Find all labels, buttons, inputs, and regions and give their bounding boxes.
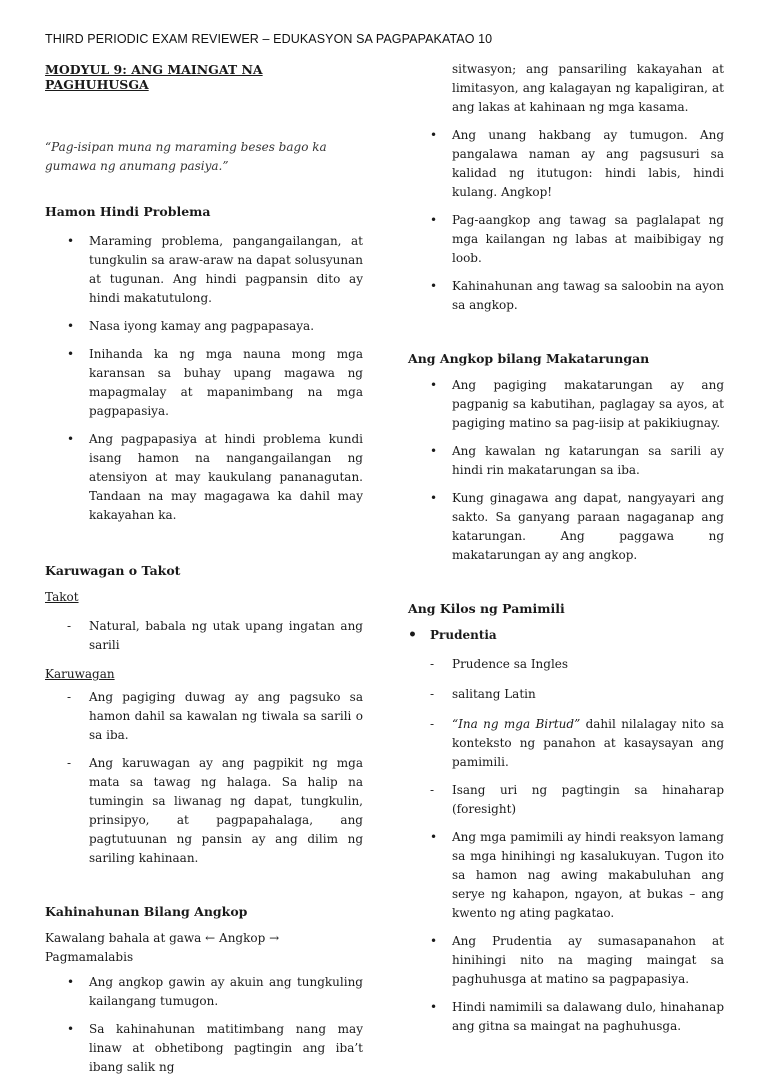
list-item: • Sa kahinahunan matitimbang nang may linaw at obhetibong pagtingin ang iba’t ibang salik ng [67, 1022, 363, 1074]
bullet-icon: • [408, 627, 417, 643]
section-heading-hamon: Hamon Hindi Problema [45, 204, 211, 219]
list-item: - Natural, babala ng utak upang ingatan ang sarili [67, 619, 363, 652]
dash-icon: - [430, 687, 435, 701]
list-item: - Prudence sa Ingles [408, 655, 724, 674]
list-item: - Isang uri ng pagtingin sa hinaharap (foresight) [430, 783, 724, 816]
section-heading-karuwagan: Karuwagan o Takot [45, 563, 181, 578]
right-column [408, 60, 724, 1036]
pamimili-list [408, 828, 724, 1036]
list-item: • Ang mga pamimili ay hindi reaksyon lamang sa mga hinihingi ng kasalukuyan. Tugon ito sa hamon nag awing makabuluhan ang serye ng kahapon, ngayon, at bukas – ang kwento ng ating pagkatao. [430, 830, 724, 920]
kahinahunan-line: Kawalang bahala at gawa ← Angkop → Pagmamalabis [45, 931, 280, 964]
dash-icon: - [67, 756, 72, 770]
list-item: • Ang pagiging makatarungan ay ang pagpanig sa kabutihan, paglagay sa ayos, at pagiging matino sa pag-iisip at pakikiugnay. [430, 378, 724, 430]
hamon-list [45, 232, 363, 525]
bullet-icon: • [430, 378, 438, 392]
takot-list [45, 617, 363, 655]
list-item: • Maraming problema, pangangailangan, at tungkulin sa araw-araw na dapat solusyunan at tugunan. Ang hindi pagpansin dito ay hindi makatutulong. [67, 234, 363, 305]
list-item: - “Ina ng mga Birtud” dahil nilalagay nito sa konteksto ng panahon at kasaysayan ang pamimili. [430, 717, 725, 769]
list-item: • Ang angkop gawin ay akuin ang tungkuling kailangang tumugon. [67, 975, 363, 1008]
continuation-text: sitwasyon; ang pansariling kakayahan at limitasyon, ang kalagayan ng kapaligiran, at ang lakas at kahinaan ng mga kasama. [452, 62, 724, 114]
makatarungan-list [408, 376, 724, 565]
bullet-icon: • [67, 432, 75, 446]
dash-icon: - [430, 657, 435, 671]
page-header: THIRD PERIODIC EXAM REVIEWER – EDUKASYON SA PAGPAPAKATAO 10 [45, 32, 493, 46]
list-item: • Hindi namimili sa dalawang dulo, hinahanap ang gitna sa maingat na paghuhusga. [430, 1000, 724, 1033]
bullet-icon: • [67, 975, 75, 989]
list-item: • Pag-aangkop ang tawag sa paglalapat ng mga kailangan ng labas at maibibigay ng loob. [430, 213, 724, 265]
bullet-icon: • [430, 830, 438, 844]
bullet-icon: • [67, 234, 75, 248]
list-item: • Kung ginagawa ang dapat, nangyayari ang sakto. Sa ganyang paraan nagaganap ang katarungan. Ang paggawa ng makatarungan ay ang angkop. [430, 491, 724, 562]
section-heading-kahinahunan: Kahinahunan Bilang Angkop [45, 904, 248, 919]
bullet-icon: • [430, 213, 438, 227]
bullet-icon: • [430, 1000, 438, 1014]
opening-quote: “Pag-isipan muna ng maraming beses bago ka gumawa ng anumang pasiya.” [45, 140, 327, 173]
module-title: MODYUL 9: ANG MAINGAT NA PAGHUHUSGA [45, 62, 263, 92]
dash-icon: - [67, 690, 72, 704]
kahinahunan-list [45, 973, 363, 1077]
list-item: • Ang unang hakbang ay tumugon. Ang pangalawa naman ay ang pagsusuri sa kalidad ng itutugon: hindi labis, hindi kulang. Angkop! [430, 128, 724, 199]
list-item: • Nasa iyong kamay ang pagpapasaya. [45, 317, 363, 336]
subheading-takot: Takot [45, 590, 79, 604]
bullet-icon: • [430, 444, 438, 458]
prudentia-list [408, 655, 724, 819]
list-item: • Ang kawalan ng katarungan sa sarili ay hindi rin makatarungan sa iba. [430, 444, 724, 477]
list-item: - Ang pagiging duwag ay ang pagsuko sa hamon dahil sa kawalan ng tiwala sa sarili o sa iba. [67, 690, 363, 742]
bullet-icon: • [430, 934, 438, 948]
list-item: • Inihanda ka ng mga nauna mong mga karansan sa buhay upang magawa ng mapagmalay at mapanimbang na mga pagpapasiya. [67, 347, 363, 418]
prudentia-item: • Prudentia [408, 627, 497, 643]
subheading-karuwagan: Karuwagan [45, 667, 115, 681]
list-item: - salitang Latin [408, 685, 724, 704]
section-heading-pamimili: Ang Kilos ng Pamimili [408, 601, 565, 616]
list-item: • Ang Prudentia ay sumasapanahon at hinihingi nito na maging maingat sa paghuhusga at matino sa pagpapasiya. [430, 934, 724, 986]
dash-icon: - [67, 619, 72, 633]
bullet-icon: • [430, 279, 438, 293]
bullet-icon: • [67, 319, 75, 333]
bullet-icon: • [67, 347, 75, 361]
left-column [45, 58, 363, 1077]
section-heading-makatarungan: Ang Angkop bilang Makatarungan [408, 351, 650, 366]
bullet-icon: • [67, 1022, 75, 1036]
dash-icon: - [430, 717, 435, 731]
list-item: • Kahinahunan ang tawag sa saloobin na ayon sa angkop. [430, 279, 724, 312]
bullet-icon: • [430, 128, 438, 142]
list-item: - Ang karuwagan ay ang pagpikit ng mga mata sa tawag ng halaga. Sa halip na tumingin sa liwanag ng dapat, tungkulin, prinsipyo, at pagpapahalaga, ang pagtutuunan ng pansin ay ang dilim ng sariling kahinaan. [67, 756, 363, 865]
continuation-block [408, 60, 724, 315]
list-item: • Ang pagpapasiya at hindi problema kundi isang hamon na nangangailangan ng atensiyon at may kaukulang pananagutan. Tandaan na may magagawa ka dahil may kakayahan ka. [67, 432, 363, 522]
dash-icon: - [430, 783, 435, 797]
bullet-icon: • [430, 491, 438, 505]
karuwagan-list [45, 688, 363, 868]
